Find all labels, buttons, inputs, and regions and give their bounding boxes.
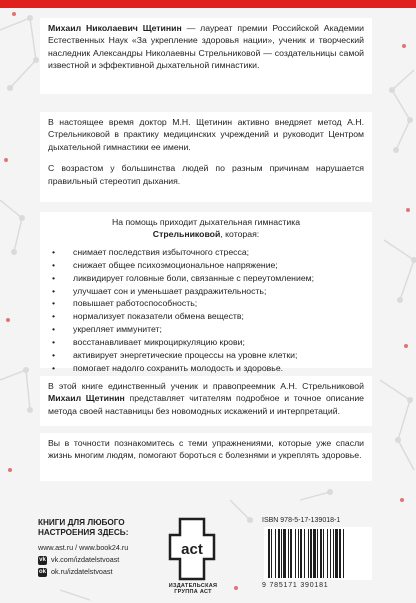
list-item: • помогает надолго сохранить молодость и здоровье. [48, 362, 364, 374]
benefits-intro-end: , которая: [220, 229, 260, 240]
list-item: • нормализует показатели обмена веществ; [48, 310, 364, 322]
apprentice-block [40, 376, 372, 426]
barcode-bar [308, 529, 309, 578]
publisher-name-line-1: ИЗДАТЕЛЬСКАЯ [168, 583, 218, 589]
barcode-bar [278, 529, 280, 578]
description-paragraph-1: В настоящее время доктор М.Н. Щетинин активно внедряет метод А.Н. Стрельниковой в практику медицинских учреждений и руководит Центром дыхательной гимнастики ее имени. [48, 117, 364, 152]
barcode [264, 527, 372, 580]
books-tagline-line-2: НАСТРОЕНИЯ ЗДЕСЬ: [38, 528, 129, 537]
website-link: www.ast.ru / www.book24.ru [38, 543, 129, 552]
list-item: • снимает последствия избыточного стресса; [48, 246, 364, 258]
description-block [40, 112, 372, 202]
barcode-bar [327, 529, 328, 578]
description-paragraph-2: С возрастом у большинства людей по разным причинам нарушается правильный стереотип дыхания. [48, 163, 364, 186]
publisher-name [160, 583, 226, 595]
exercises-paragraph: Вы в точности познакомитесь с теми упражнениями, которые уже спасли жизнь многим людям, помогают бороться с болезнями и укреплять здоровье. [48, 438, 364, 461]
list-item: • повышает работоспособность; [48, 297, 364, 309]
vk-link: vk.com/izdatelstvoast [51, 555, 120, 564]
barcode-bar [290, 529, 292, 578]
benefits-intro [48, 216, 364, 241]
author-bio-paragraph [48, 22, 364, 72]
ast-logo-text: act [181, 541, 203, 558]
ok-icon: ok [38, 568, 46, 575]
barcode-bar [271, 529, 272, 578]
barcode-bar [335, 529, 338, 578]
benefits-intro-bold: Стрельниковой [152, 229, 221, 240]
barcode-bar [288, 529, 289, 578]
barcode-bar [323, 529, 324, 578]
barcode-bar [268, 529, 270, 578]
list-item: • активирует энергетические процессы на уровне клетки; [48, 349, 364, 361]
barcode-bar [300, 529, 302, 578]
books-tagline [38, 518, 168, 538]
author-bio-text: — лауреат премии Российской Академии Естественных Наук «За укрепление здоровья нации», ученик и творческий наследник Александры Николаевны Стрельниковой — создательницы самой известной и эффективной дыхательной гимнастики. [48, 23, 364, 71]
barcode-bar [317, 529, 318, 578]
ok-link: ok.ru/izdatelstvoast [51, 567, 113, 576]
barcode-bar [313, 529, 316, 578]
barcode-bar [310, 529, 312, 578]
list-item: • ликвидирует головные боли, связанные с переутомлением; [48, 272, 364, 284]
author-name: Михаил Николаевич Щетинин [48, 23, 182, 33]
barcode-bar [295, 529, 296, 578]
benefits-block [40, 212, 372, 373]
barcode-bar [275, 529, 276, 578]
ok-link-row [38, 566, 128, 578]
barcode-bar [330, 529, 331, 578]
isbn-text: ISBN 978-5-17-139018-1 [262, 517, 341, 524]
list-item: • укрепляет иммунитет; [48, 323, 364, 335]
apprentice-paragraph [48, 380, 364, 417]
barcode-bar [281, 529, 282, 578]
barcode-digits: 9 785171 390181 [262, 582, 329, 589]
barcode-bar [320, 529, 322, 578]
barcode-bar [333, 529, 334, 578]
apprentice-name: Михаил Щетинин [48, 393, 125, 404]
exercises-block [40, 433, 372, 481]
vk-icon: vk [39, 556, 46, 563]
barcode-bar [304, 529, 305, 578]
apprentice-text-end: представляет читателям подробное и точное описание метода своей наставницы без новомодных искажений и интерпретаций. [48, 393, 364, 416]
ast-logo-mark [168, 517, 216, 581]
list-item: • снижает общее психоэмоциональное напряжение; [48, 259, 364, 271]
apprentice-text-start: В этой книге единственный ученик и правопреемник А.Н. Стрельниковой [48, 381, 364, 391]
list-item: • восстанавливает микроциркуляцию крови; [48, 336, 364, 348]
barcode-bar [283, 529, 286, 578]
vk-link-row [38, 554, 128, 566]
author-bio-block [40, 18, 372, 94]
list-item: • улучшает сон и уменьшает раздражительность; [48, 285, 364, 297]
barcode-bar [298, 529, 299, 578]
publisher-links [38, 542, 128, 578]
website-link-row [38, 542, 128, 554]
barcode-bars [264, 527, 372, 580]
publisher-name-line-2: ГРУППА АСТ [174, 589, 212, 595]
benefits-intro-text: На помощь приходит дыхательная гимнастика [111, 217, 301, 227]
benefits-list [48, 246, 364, 375]
barcode-bar [339, 529, 341, 578]
ast-logo [168, 517, 216, 581]
barcode-bar [343, 529, 344, 578]
books-tagline-line-1: КНИГИ ДЛЯ ЛЮБОГО [38, 518, 125, 527]
